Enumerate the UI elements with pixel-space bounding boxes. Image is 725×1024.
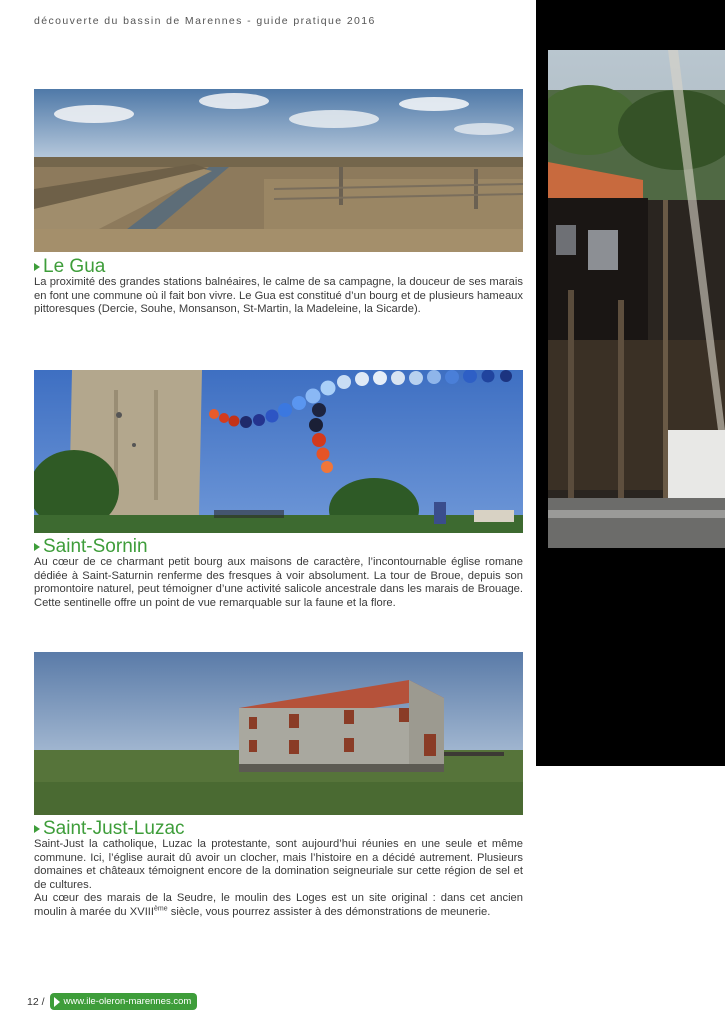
section-title-saint-just-luzac xyxy=(34,818,185,840)
paragraph: Saint-Just la catholique, Luzac la protestante, sont aujourd’hui réunies en une seule et même commune. Ici, l’église aurait dû avoir un clocher, mais l’histoire en a décidé autrement. Plusieurs domaines et châteaux témoignent encore de la domination seigneuriale sur cette région de sel et de cultures. xyxy=(34,838,523,891)
paragraph: Au cœur de ce charmant petit bourg aux maisons de caractère, l’incontournable église romane dédiée à Saint-Saturnin renferme des fresques à voir absolument. La tour de Broue, depuis son promontoire naturel, peut témoigner d’une activité salicole ancestrale dans les marais de Brouage. Cette sentinelle offre un point de vue remarquable sur la faune et la flore. xyxy=(34,556,523,609)
section-title-text: Saint-Sornin xyxy=(43,536,148,557)
section-title-saint-sornin xyxy=(34,536,148,558)
marsh-canal-photo xyxy=(34,89,523,252)
paragraph-text: Au cœur des marais de la Seudre, le moulin des Loges est un site original : dans cet ancien moulin à marée du XVIII xyxy=(34,892,523,918)
section-title-text: Le Gua xyxy=(43,256,106,277)
triangle-marker-icon xyxy=(34,263,40,271)
paragraph: La proximité des grandes stations balnéaires, le calme de sa campagne, la douceur de ses marais en font une commune où il fait bon vivre. Le Gua est constitué d’un bourg et de plusieurs hameaux pittoresques (Dercie, Souhe, Monsanson, St-Martin, la Madeleine, la Sicarde). xyxy=(34,276,523,316)
section-title-text: Saint-Just-Luzac xyxy=(43,818,185,839)
section-body-saint-sornin xyxy=(34,556,523,610)
page-footer xyxy=(27,993,197,1010)
tide-mill-photo xyxy=(34,652,523,815)
play-arrow-icon xyxy=(54,997,60,1007)
section-body-saint-just-luzac xyxy=(34,838,523,920)
website-url: www.ile-oleron-marennes.com xyxy=(63,996,192,1007)
page-number: 12 / xyxy=(27,995,45,1008)
paragraph xyxy=(34,892,523,919)
ordinal-superscript: ème xyxy=(154,905,168,913)
section-body-le-gua xyxy=(34,276,523,317)
paragraph-text: siècle, vous pourrez assister à des démonstrations de meunerie. xyxy=(167,905,491,918)
oyster-hut-photo xyxy=(548,50,725,548)
running-header: découverte du bassin de Marennes - guide pratique 2016 xyxy=(34,15,376,27)
website-link[interactable] xyxy=(50,993,198,1010)
section-title-le-gua xyxy=(34,256,105,278)
broue-tower-kite-photo xyxy=(34,370,523,533)
triangle-marker-icon xyxy=(34,543,40,551)
triangle-marker-icon xyxy=(34,825,40,833)
